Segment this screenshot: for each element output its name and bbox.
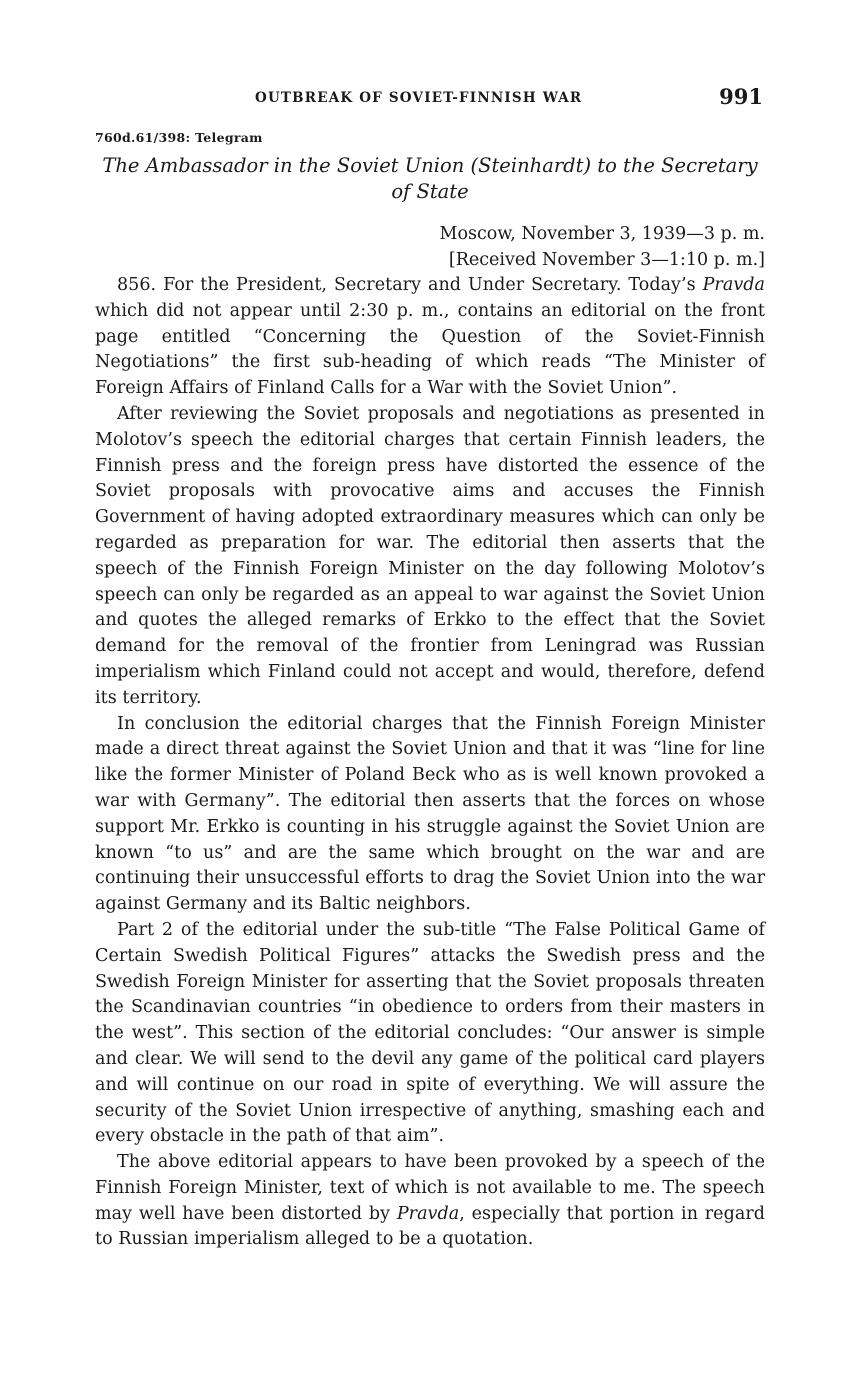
paragraph-5-text-a: The above editorial appears to have been provoked by a speech of the Finnish Foreign Minister, text of which is not available to me. The speech may well have been distorted by	[95, 1152, 765, 1224]
running-title: OUTBREAK OF SOVIET-FINNISH WAR	[255, 90, 583, 106]
paragraph-5-text-b: , especially that portion in regard to Russian imperialism alleged to be a quotation.	[95, 1203, 765, 1250]
received-line: [Received November 3—1:10 p. m.]	[448, 250, 765, 270]
telegram-body	[95, 273, 765, 1253]
file-reference: 760d.61/398: Telegram	[95, 130, 263, 145]
paragraph-1-text-a: 856. For the President, Secretary and Under Secretary. Today’s	[117, 275, 703, 295]
paragraph-5	[95, 1150, 765, 1253]
dateline: Moscow, November 3, 1939—3 p. m.	[439, 224, 765, 244]
document-title: The Ambassador in the Soviet Union (Steinhardt) to the Secretary of State	[102, 154, 758, 203]
paragraph-1	[95, 273, 765, 402]
paragraph-3: In conclusion the editorial charges that the Finnish Foreign Minister made a direct threat against the Soviet Union and that it was “line for line like the former Minister of Poland Beck who as is well known provoked a war with Germany”. The editorial then asserts that the forces on whose support Mr. Erkko is counting in his struggle against the Soviet Union are known “to us” and are the same which brought on the war and are continuing their unsuccessful efforts to drag the Soviet Union into the war against Germany and its Baltic neighbors.	[95, 713, 765, 915]
page-number: 991	[719, 84, 763, 109]
running-header	[95, 84, 765, 114]
dateline-block	[95, 221, 765, 273]
document-page	[95, 84, 765, 1253]
pravda-title: Pravda	[702, 275, 765, 295]
paragraph-4: Part 2 of the editorial under the sub-title “The False Political Game of Certain Swedish Political Figures” attacks the Swedish press and the Swedish Foreign Minister for asserting that the Soviet proposals threaten the Scandinavian countries “in obedience to orders from their masters in the west”. This section of the editorial concludes: “Our answer is simple and clear. We will send to the devil any game of the political card players and will continue on our road in spite of everything. We will assure the security of the Soviet Union irrespective of anything, smashing each and every obstacle in the path of that aim”.	[95, 919, 765, 1147]
pravda-title: Pravda	[396, 1203, 460, 1224]
paragraph-1-text-b: which did not appear until 2:30 p. m., contains an editorial on the front page entitled “Concerning the Question of the Soviet-Finnish Negotiations” the first sub-heading of which reads “The Minister of Foreign Affairs of Finland Calls for a War with the Soviet Union”.	[95, 300, 765, 399]
paragraph-2: After reviewing the Soviet proposals and negotiations as presented in Molotov’s speech the editorial charges that certain Finnish leaders, the Finnish press and the foreign press have distorted the essence of the Soviet proposals with provocative aims and accuses the Finnish Government of having adopted extraordinary measures which can only be regarded as preparation for war. The editorial then asserts that the speech of the Finnish Foreign Minister on the day following Molotov’s speech can only be regarded as an appeal to war against the Soviet Union and quotes the alleged remarks of Erkko to the effect that the Soviet demand for the removal of the frontier from Leningrad was Russian imperialism which Finland could not accept and would, therefore, defend its territory.	[95, 403, 765, 708]
